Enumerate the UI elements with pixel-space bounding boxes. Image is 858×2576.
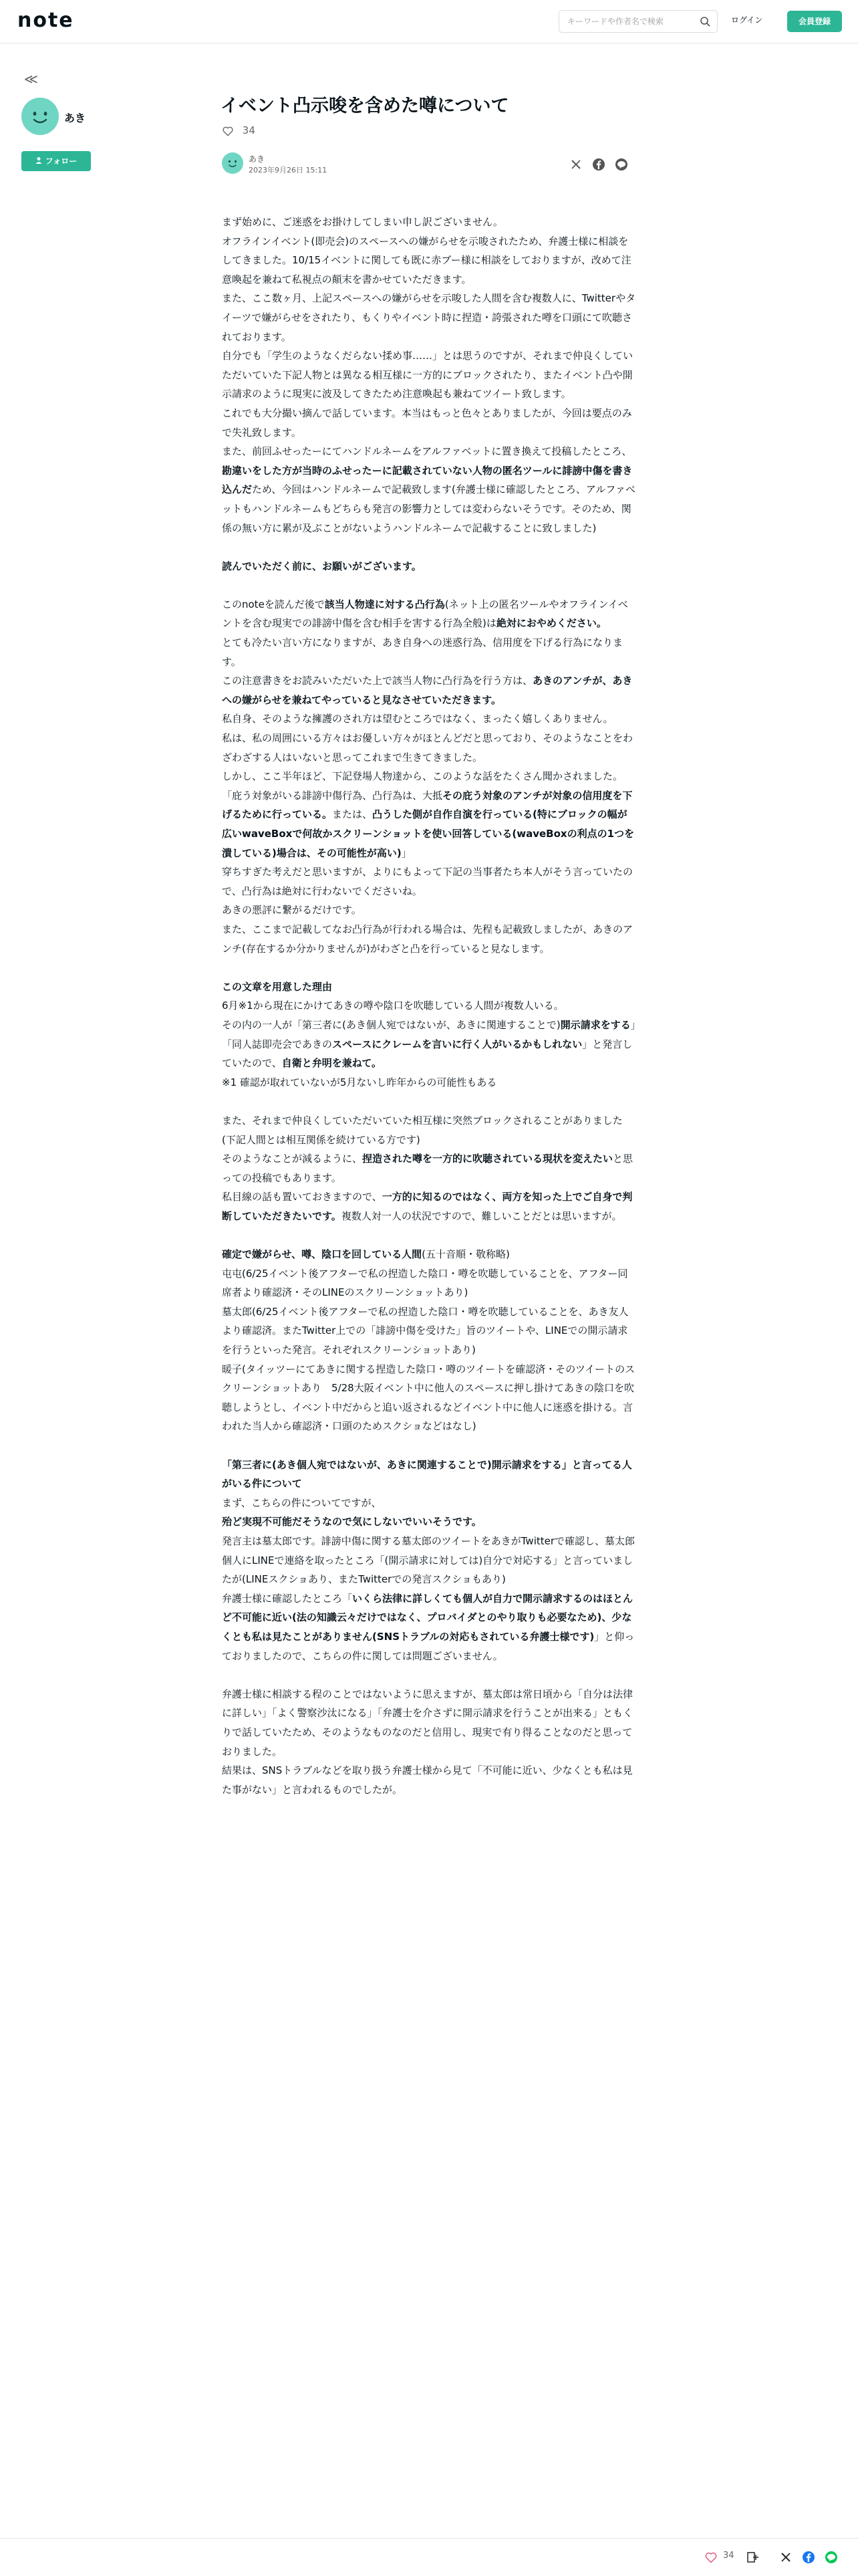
article-paragraph bbox=[222, 442, 636, 538]
like-counter[interactable] bbox=[222, 124, 255, 139]
article-paragraph bbox=[222, 538, 636, 557]
text-segment: 」「同人誌即売会であきの bbox=[222, 1018, 636, 1050]
bold-text: 凸うした側が自作自演を行っている(特にブロックの幅が広いwaveBoxで何故かスクリーンショットを使い回答している(waveBoxの利点の1つを潰している)場合は、その可能性が高い) bbox=[222, 808, 635, 859]
text-segment: 私自身、そのような擁護のされ方は望むところではなく、まったく嬉しくありません。 bbox=[222, 713, 613, 725]
bold-text: 一方的に知るのではなく、両方を知った上でご自身で判断していただきたいです。 bbox=[222, 1191, 633, 1222]
bold-text: いくら法律に詳しくても個人が自力で開示請求するのはほとんど不可能に近い(法の知識云々だけではなく、プロバイダとのやり取りも必要なため)、少なくとも私は見たことがありません(SNSトラブルの対応もされている弁護士様です) bbox=[222, 1592, 633, 1643]
sidebar-author-name[interactable]: あき bbox=[64, 112, 86, 124]
heart-icon[interactable] bbox=[222, 125, 234, 137]
text-segment: このnoteを読んだ後で bbox=[222, 598, 325, 610]
text-segment: しかし、ここ半年ほど、下記登場人物達から、このような話をたくさん聞かされました。 bbox=[222, 770, 623, 783]
magazine-add-icon[interactable] bbox=[746, 2551, 759, 2564]
article-paragraph bbox=[222, 958, 636, 977]
author-name[interactable]: あき bbox=[249, 154, 265, 164]
author-avatar[interactable] bbox=[21, 98, 59, 135]
text-segment: オフラインイベント(即売会)のスペースへの嫌がらせを示唆されたため、弁護士様に相談をしてきました。10/15イベントに関しても既に赤ブー様に相談をしておりますが、改めて注意喚起を兼ねて私視点の顛末を書かせていただきます。 bbox=[222, 235, 631, 285]
article-paragraph bbox=[222, 1225, 636, 1245]
text-segment: 「庇う対象がいる誹謗中傷行為、凸行為は、大抵 bbox=[222, 789, 443, 802]
text-segment: その内の一人が「第三者に(あき個人宛ではないが、あきに関連することで) bbox=[222, 1018, 561, 1031]
article-paragraph bbox=[222, 1761, 636, 1799]
follow-button[interactable] bbox=[21, 151, 91, 171]
bold-text: あきのアンチが、あきへの嫌がらせを兼ねてやっていると見なさせていただきます。 bbox=[222, 675, 633, 706]
text-segment: 」と発言していたので、 bbox=[222, 1038, 633, 1070]
text-segment: (五十音順・敬称略) bbox=[422, 1248, 510, 1261]
line-share-icon[interactable] bbox=[615, 158, 628, 171]
article-paragraph bbox=[222, 1111, 636, 1149]
article-paragraph bbox=[222, 901, 636, 920]
text-segment: 私目線の話も置いておきますので、 bbox=[222, 1191, 382, 1203]
facebook-share-icon[interactable] bbox=[592, 158, 605, 171]
article-paragraph bbox=[222, 767, 636, 786]
article-paragraph bbox=[222, 709, 636, 729]
text-segment: 自分でも「学生のようなくだらない揉め事……」とは思うのですが、それまで仲良くしていただいていた下記人物とは異なる相互様に一方的にブロックされたり、またイベント凸や開示請求のように現実に波及してきたため注意喚起も兼ねてツイート致します。 bbox=[222, 350, 633, 400]
article-title: イベント凸示唆を含めた噂について bbox=[221, 96, 509, 116]
article-paragraph bbox=[222, 213, 636, 232]
article-paragraph bbox=[222, 232, 636, 289]
text-segment: 屯屯(6/25イベント後アフターで私の捏造した陰口・噂を吹聴していることを、アフター同席者より確認済・そのLINEのスクリーンショットあり) bbox=[222, 1267, 628, 1299]
add-user-icon bbox=[35, 156, 43, 164]
bold-text: 確定で嫌がらせ、噂、陰口を回している人間 bbox=[222, 1248, 422, 1261]
article-body bbox=[222, 213, 636, 1799]
article-paragraph bbox=[222, 404, 636, 442]
footer-heart-icon[interactable] bbox=[704, 2551, 718, 2564]
article-paragraph bbox=[222, 557, 636, 576]
text-segment: と思っての投稿でもあります。 bbox=[222, 1153, 633, 1184]
bottom-action-bar bbox=[0, 2538, 858, 2576]
text-segment: 」と仰っておりましたので、こちらの件に関しては問題ございません。 bbox=[222, 1630, 635, 1662]
text-segment: また、ここ数ヶ月、上記スペースへの嫌がらせを示唆した人間を含む複数人に、Twitterやタイーツで嫌がらせをされたり、もくりやイベント時に捏造・誇張された噂を口頭にて吹聴されております。 bbox=[222, 292, 636, 343]
like-count: 34 bbox=[242, 124, 255, 136]
text-segment: また、前回ふせったーにてハンドルネームをアルファベットに置き換えて投稿したところ、 bbox=[222, 445, 632, 458]
article-paragraph bbox=[222, 1264, 636, 1302]
footer-facebook-share-icon[interactable] bbox=[802, 2551, 815, 2564]
text-segment: 弁護士様に確認したところ「 bbox=[222, 1592, 353, 1605]
search-input[interactable] bbox=[559, 11, 701, 32]
text-segment: 発言主は墓太郎です。誹謗中傷に関する墓太郎のツイートをあきがTwitterで確認し、墓太郎個人にLINEで連絡を取ったところ「(開示請求に対しては)自分で対応する」と言っていましたが(LINEスクショあり、またTwitterでの発言スクショもあり) bbox=[222, 1534, 635, 1586]
article-paragraph bbox=[222, 1512, 636, 1532]
article-paragraph bbox=[222, 1532, 636, 1589]
text-segment: この注意書きをお読みいただいた上で該当人物に凸行為を行う方は、 bbox=[222, 675, 533, 687]
text-segment: 結果は、SNSトラブルなどを取り扱う弁護士様から見て「不可能に近い、少なくとも私は見た事がない」と言われるものでしたが。 bbox=[222, 1764, 633, 1796]
text-segment: または、 bbox=[332, 808, 373, 821]
article-paragraph bbox=[222, 1494, 636, 1513]
bold-text: その庇う対象のアンチが対象の信用度を下げるために行っている。 bbox=[222, 789, 633, 821]
bold-text: 殆ど実現不可能だそうなので気にしないでいいそうです。 bbox=[222, 1516, 482, 1528]
text-segment: また、ここまで記載してなお凸行為が行われる場合は、先程も記載致しましたが、あきのアンチ(存在するか分かりませんが)がわざと凸を行っていると見なします。 bbox=[222, 923, 633, 955]
text-segment: まず始めに、ご迷惑をお掛けしてしまい申し訳ございません。 bbox=[222, 216, 503, 228]
bold-text: 該当人物達に対する凸行為 bbox=[324, 598, 445, 610]
follow-label: フォロー bbox=[45, 156, 78, 166]
text-segment: ため、今回はハンドルネームで記載致します(弁護士様に確認したところ、アルファベットもハンドルネームもどちらも発言の影響力としては変わらないそうです。そのため、関係の無い方に累が及ぶことがないようハンドルネームで記載することに致しました) bbox=[222, 483, 635, 534]
bold-text: スペースにクレームを言いに行く人がいるかもしれない bbox=[332, 1038, 583, 1050]
text-segment: これでも大分撮い摘んで話しています。本当はもっと色々とありましたが、今回は要点のみで失礼致します。 bbox=[222, 406, 632, 439]
article-paragraph bbox=[222, 1589, 636, 1665]
article-paragraph bbox=[222, 729, 636, 767]
article-paragraph bbox=[222, 786, 636, 862]
article-paragraph bbox=[222, 920, 636, 958]
bold-text: 捏造された噂を一方的に吹聴されている現状を変えたい bbox=[362, 1153, 613, 1165]
article-paragraph bbox=[222, 1436, 636, 1455]
text-segment: 墓太郎(6/25イベント後アフターで私の捏造した陰口・噂を吹聴していることを、あき友人より確認済。またTwitter上での「誹謗中傷を受けた」旨のツイートや、LINEでの開示請求を行うといった発言。それぞれスクリーンショットあり) bbox=[222, 1305, 629, 1357]
article-paragraph bbox=[222, 346, 636, 404]
bold-text: 「第三者に(あき個人宛ではないが、あきに関連することで)開示請求をする」と言ってる人がいる件について bbox=[222, 1458, 632, 1490]
text-segment: 弁護士様に相談する程のことではないように思えますが、墓太郎は常日頃から「自分は法律に詳しい」「よく警察沙汰になる」「弁護士を介さずに開示請求を行うことが出来る」ともくりで話していたため、そのようなものなのだと信用し、現実で有り得ることなのだと思っておりました。 bbox=[222, 1687, 633, 1758]
site-header bbox=[0, 0, 858, 43]
article-paragraph bbox=[222, 633, 636, 671]
text-segment: 私は、私の周囲にいる方々はお優しい方々がほとんどだと思っており、そのようなことをわざわざする人はいないと思ってこれまで生きてきました。 bbox=[222, 732, 633, 764]
article-paragraph bbox=[222, 977, 636, 997]
search-box[interactable] bbox=[559, 10, 718, 33]
search-icon[interactable] bbox=[700, 16, 710, 27]
bold-text: この文章を用意した理由 bbox=[222, 980, 333, 993]
text-segment: 暖子(タイッツーにてあきに関する捏造した陰口・噂のツイートを確認済・そのツイートのスクリーンショットあり 5/28大阪イベント中に他人のスペースに押し掛けてあきの陰口を吹聴しようとし、イベント中だからと追い返されるなどイベント中に他人に迷惑を掛ける。言われた当人から確認済・口頭のためスクショなどはなし) bbox=[222, 1363, 635, 1433]
article-paragraph bbox=[222, 1302, 636, 1360]
article-paragraph bbox=[222, 1245, 636, 1264]
x-share-icon[interactable] bbox=[569, 158, 583, 171]
publish-date: 2023年9月26日 15:11 bbox=[249, 166, 327, 174]
bold-text: 絶対におやめください。 bbox=[496, 617, 607, 630]
collapse-sidebar-icon[interactable]: ≪ bbox=[24, 71, 38, 87]
article-paragraph bbox=[222, 1685, 636, 1761]
bold-text: 勘違いをした方が当時のふせったーに記載されていない人物の匿名ツールに誹謗中傷を書き込んだ bbox=[222, 464, 633, 496]
article-paragraph bbox=[222, 996, 636, 1016]
bold-text: 自衛と弁明を兼ねて。 bbox=[281, 1057, 382, 1070]
login-link[interactable]: ログイン bbox=[731, 15, 763, 25]
article-paragraph bbox=[222, 862, 636, 901]
article-paragraph bbox=[222, 1360, 636, 1436]
text-segment: そのようなことが減るように、 bbox=[222, 1153, 363, 1165]
author-small-avatar[interactable] bbox=[222, 152, 243, 174]
article-paragraph bbox=[222, 1187, 636, 1225]
footer-x-share-icon[interactable] bbox=[779, 2551, 793, 2564]
text-segment: 」 bbox=[401, 846, 412, 859]
article-paragraph bbox=[222, 1149, 636, 1187]
article-paragraph bbox=[222, 1016, 636, 1073]
text-segment: まず、こちらの件についてですが、 bbox=[222, 1496, 382, 1509]
article-paragraph bbox=[222, 289, 636, 346]
signup-button[interactable]: 会員登録 bbox=[787, 11, 842, 32]
text-segment: 穿ちすぎた考えだと思いますが、よりにもよって下記の当事者たち本人がそう言っていたので、凸行為は絶対に行わないでくださいね。 bbox=[222, 866, 633, 897]
text-segment: ※1 確認が取れていないが5月ないし昨年からの可能性もある bbox=[222, 1076, 497, 1088]
text-segment: 6月※1から現在にかけてあきの噂や陰口を吹聴している人間が複数人いる。 bbox=[222, 1000, 564, 1012]
text-segment: あきの悪評に繋がるだけです。 bbox=[222, 904, 362, 917]
footer-like-count: 34 bbox=[723, 2551, 734, 2561]
article-paragraph bbox=[222, 1665, 636, 1685]
article-paragraph bbox=[222, 1073, 636, 1092]
article-paragraph bbox=[222, 1092, 636, 1111]
text-segment: (ネット上の匿名ツールやオフラインイベントを含む現実での誹謗中傷を含む相手を害する行為全般)は bbox=[222, 598, 628, 630]
text-segment: また、それまで仲良くしていただいていた相互様に突然ブロックされることがありました(下記人間とは相互関係を続けている方です) bbox=[222, 1114, 623, 1146]
bold-text: 開示請求をする bbox=[560, 1018, 631, 1031]
article-paragraph bbox=[222, 576, 636, 595]
article-paragraph bbox=[222, 1455, 636, 1494]
article-paragraph bbox=[222, 671, 636, 709]
footer-line-share-icon[interactable] bbox=[825, 2551, 838, 2564]
bold-text: 読んでいただく前に、お願いがございます。 bbox=[222, 560, 422, 572]
note-logo[interactable]: note bbox=[17, 9, 74, 32]
text-segment: とても冷たい言い方になりますが、あき自身への迷惑行為、信用度を下げる行為になります。 bbox=[222, 636, 623, 668]
article-paragraph bbox=[222, 595, 636, 633]
text-segment: 複数人対一人の状況ですので、難しいことだとは思いますが。 bbox=[341, 1209, 622, 1222]
